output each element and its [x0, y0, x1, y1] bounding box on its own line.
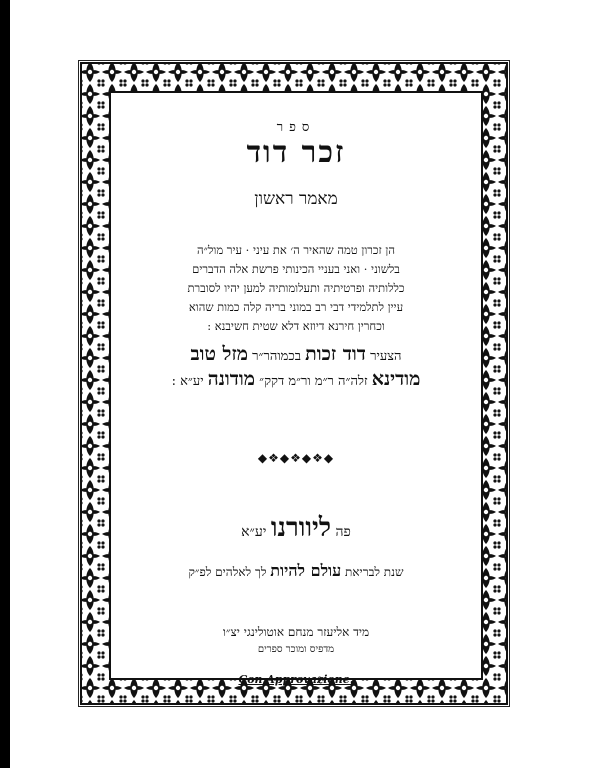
- title-page: [78, 60, 510, 707]
- community-name: מודונה: [207, 368, 255, 390]
- author-honorific: בכמוהר״ר: [252, 349, 301, 364]
- imprint-city: [111, 513, 481, 543]
- book-title: זכר דוד: [246, 135, 346, 170]
- body-line: כללותיה ופרטיתיה ותעלומותיה למען יהיו לסוברת: [187, 281, 405, 295]
- approval-note: Con Approvazione.: [238, 673, 354, 686]
- body-line: עיין לתלמידי דבי רב במוני בריה קלה כמות שהוא: [188, 300, 404, 314]
- author-prefix: הצעיר: [370, 349, 402, 364]
- printer-subline: מדפיס ומוכר ספרים: [257, 644, 335, 655]
- sefer-label: ספר: [276, 120, 316, 135]
- family-name: מודינא: [371, 368, 421, 390]
- imprint-year: [111, 561, 481, 581]
- scan-edge: [0, 0, 10, 768]
- city-prefix: פה: [335, 524, 351, 540]
- year-chronogram: עולם להיות: [270, 561, 342, 580]
- ornament-divider: ◆❖◆❖◆❖◆: [257, 451, 335, 465]
- body-line: הן זכרון טמה שהאיר ה׳ את עיני · עיר מול״ה: [197, 243, 395, 257]
- year-prefix: שנת לבריאת: [345, 565, 404, 579]
- body-line: וכחרין חירנא דיוזא דלא שטית חשיבנא :: [207, 319, 385, 333]
- city-name: ליוורנו: [270, 513, 332, 543]
- book-subtitle: מאמר ראשון: [254, 189, 338, 209]
- city-suffix: יע״א: [241, 524, 267, 540]
- text-panel: [109, 91, 483, 686]
- author-line-2: [111, 368, 481, 391]
- author-line-1: [111, 343, 481, 366]
- author-title: זלה״ה ר״מ ור״מ דקק״: [259, 374, 368, 389]
- author-name: דוד זכות: [305, 343, 366, 365]
- body-line: בלשוני · ואני בעניי הכינותי פרשת אלה הדברים: [192, 262, 400, 276]
- year-suffix: לך לאלהים לפ״ק: [188, 565, 267, 579]
- author-suffix: יע״א :: [171, 374, 204, 389]
- father-name: מזל טוב: [190, 343, 249, 365]
- printer-line: מיד אליעזר מנחם אוטולינגי יצ״ו: [222, 625, 370, 639]
